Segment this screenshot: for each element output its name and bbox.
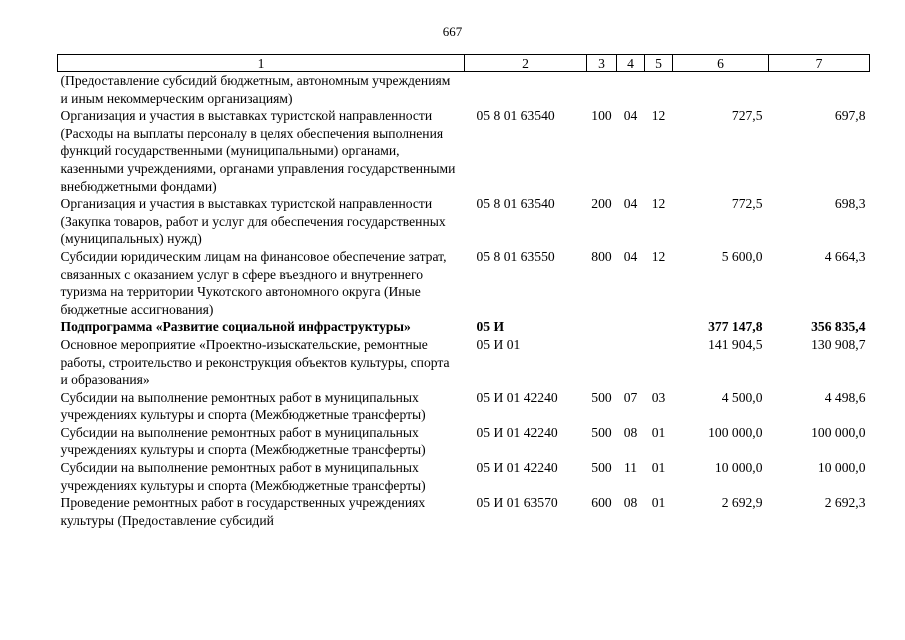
row-expense-type: 500 bbox=[591, 424, 612, 440]
row-subsection bbox=[645, 72, 673, 108]
row-amount-planned: 10 000,0 bbox=[714, 460, 763, 476]
row-expense-type bbox=[587, 336, 617, 389]
row-section: 08 bbox=[623, 424, 638, 440]
row-description: Подпрограмма «Развитие социальной инфраструктуры» bbox=[60, 319, 411, 335]
row-section bbox=[617, 336, 645, 389]
row-code: 05 8 01 63540 bbox=[476, 108, 555, 124]
row-code: 05 И 01 bbox=[476, 336, 521, 352]
row-description: Проведение ремонтных работ в государственных учреждениях культуры (Предоставление субсидий bbox=[60, 495, 426, 528]
row-section bbox=[617, 318, 645, 336]
table-row bbox=[58, 424, 870, 459]
row-description: Субсидии на выполнение ремонтных работ в муниципальных учреждениях культуры и спорта (Межбюджетные трансферты) bbox=[60, 389, 426, 423]
row-amount-planned: 4 500,0 bbox=[721, 389, 763, 405]
row-amount-planned: 727,5 bbox=[731, 108, 763, 124]
row-description: Организация и участия в выставках туристской направленности (Закупка товаров, работ и услуг для обеспечения государственных (муниципальных) нужд) bbox=[60, 196, 446, 247]
page-number: 667 bbox=[442, 24, 463, 39]
table-row bbox=[58, 318, 870, 336]
row-subsection: 03 bbox=[651, 389, 666, 405]
row-expense-type: 200 bbox=[591, 196, 612, 212]
row-amount-planned bbox=[673, 72, 769, 108]
row-code: 05 И bbox=[476, 319, 505, 335]
row-subsection: 12 bbox=[651, 196, 666, 212]
row-subsection: 01 bbox=[651, 424, 666, 440]
table-row bbox=[58, 72, 870, 108]
row-amount-planned: 141 904,5 bbox=[708, 336, 763, 352]
table-header bbox=[58, 55, 870, 72]
row-code: 05 И 01 42240 bbox=[476, 460, 558, 476]
row-code: 05 8 01 63550 bbox=[476, 248, 555, 264]
row-amount-planned: 377 147,8 bbox=[708, 319, 763, 335]
row-expense-type: 600 bbox=[591, 495, 612, 511]
header-col-4: 4 bbox=[617, 55, 645, 72]
row-amount-executed: 356 835,4 bbox=[811, 319, 866, 335]
row-amount-executed: 2 692,3 bbox=[824, 495, 866, 511]
row-expense-type: 100 bbox=[591, 108, 612, 124]
row-section: 07 bbox=[623, 389, 638, 405]
row-expense-type: 800 bbox=[591, 248, 612, 264]
row-expense-type bbox=[587, 318, 617, 336]
row-amount-executed: 698,3 bbox=[834, 196, 866, 212]
row-description: Организация и участия в выставках туристской направленности (Расходы на выплаты персоналу в целях обеспечения выполнения функций государственными (муниципальными) органами, казенными учреждениями, органами управления государственными внебюджетными фондами) bbox=[60, 108, 456, 194]
row-description: Основное мероприятие «Проектно-изыскательские, ремонтные работы, строительство и реконструкция объектов культуры, спорта и образования» bbox=[60, 336, 450, 388]
table-row bbox=[58, 459, 870, 494]
row-code: 05 И 01 63570 bbox=[476, 495, 558, 511]
row-subsection: 12 bbox=[651, 248, 666, 264]
row-subsection bbox=[645, 318, 673, 336]
table-row bbox=[58, 107, 870, 195]
row-amount-planned: 5 600,0 bbox=[721, 248, 763, 264]
row-subsection: 01 bbox=[651, 460, 666, 476]
row-expense-type: 500 bbox=[591, 389, 612, 405]
row-amount-executed: 10 000,0 bbox=[817, 460, 866, 476]
row-code bbox=[465, 72, 587, 108]
header-col-1: 1 bbox=[58, 55, 465, 72]
row-section: 11 bbox=[623, 460, 638, 476]
row-amount-executed: 100 000,0 bbox=[811, 424, 866, 440]
row-amount-planned: 772,5 bbox=[731, 196, 763, 212]
table-row bbox=[58, 195, 870, 248]
row-description: (Предоставление субсидий бюджетным, автономным учреждениям и иным некоммерческим организациям) bbox=[60, 73, 451, 106]
row-code: 05 8 01 63540 bbox=[476, 196, 555, 212]
row-amount-executed: 130 908,7 bbox=[811, 336, 866, 352]
header-col-6: 6 bbox=[673, 55, 769, 72]
row-expense-type bbox=[587, 72, 617, 108]
budget-table bbox=[57, 54, 870, 529]
table-body bbox=[58, 72, 870, 530]
row-amount-planned: 2 692,9 bbox=[721, 495, 763, 511]
row-description: Субсидии на выполнение ремонтных работ в муниципальных учреждениях культуры и спорта (Межбюджетные трансферты) bbox=[60, 424, 426, 458]
row-expense-type: 500 bbox=[591, 460, 612, 476]
row-subsection: 01 bbox=[651, 495, 666, 511]
row-amount-executed bbox=[769, 72, 870, 108]
table-row bbox=[58, 336, 870, 389]
row-description: Субсидии на выполнение ремонтных работ в муниципальных учреждениях культуры и спорта (Межбюджетные трансферты) bbox=[60, 460, 426, 493]
row-section: 04 bbox=[623, 108, 638, 124]
table-row bbox=[58, 494, 870, 529]
row-code: 05 И 01 42240 bbox=[476, 389, 558, 405]
row-section: 08 bbox=[623, 495, 638, 511]
header-col-5: 5 bbox=[645, 55, 673, 72]
row-subsection: 12 bbox=[651, 108, 666, 124]
row-code: 05 И 01 42240 bbox=[476, 424, 558, 440]
row-section: 04 bbox=[623, 248, 638, 264]
header-col-3: 3 bbox=[587, 55, 617, 72]
row-amount-executed: 697,8 bbox=[834, 108, 866, 124]
row-amount-executed: 4 498,6 bbox=[824, 389, 866, 405]
row-amount-executed: 4 664,3 bbox=[824, 248, 866, 264]
header-col-2: 2 bbox=[465, 55, 587, 72]
header-col-7: 7 bbox=[769, 55, 870, 72]
row-subsection bbox=[645, 336, 673, 389]
table-row bbox=[58, 389, 870, 424]
table-row bbox=[58, 248, 870, 318]
row-section: 04 bbox=[623, 196, 638, 212]
row-amount-planned: 100 000,0 bbox=[708, 424, 763, 440]
row-section bbox=[617, 72, 645, 108]
row-description: Субсидии юридическим лицам на финансовое обеспечение затрат, связанных с оказанием услуг в сфере въездного и внутреннего туризма на территории Чукотского автономного округа (Иные бюджетные ассигнования) bbox=[60, 248, 447, 317]
